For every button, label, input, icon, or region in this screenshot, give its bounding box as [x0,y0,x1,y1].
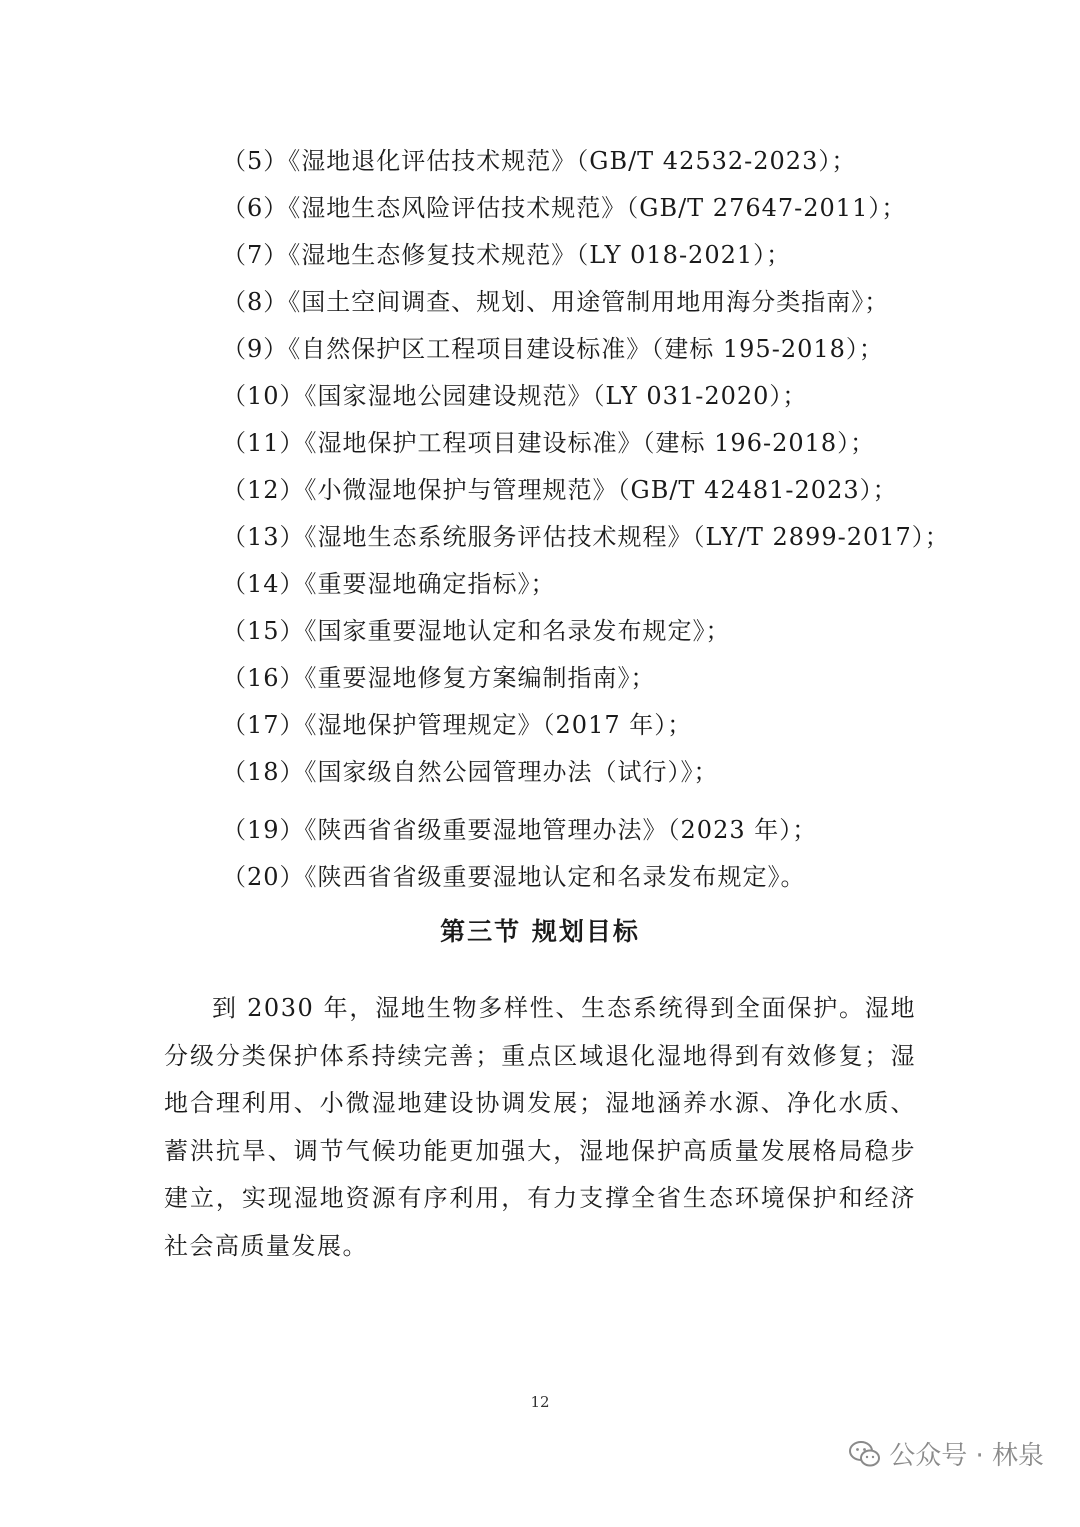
reference-item-14: （14）《重要湿地确定指标》； [222,570,556,598]
reference-item-10: （10）《国家湿地公园建设规范》（LY 031-2020）； [222,382,808,410]
section-heading: 第三节 规划目标 [440,917,640,946]
reference-item-19: （19）《陕西省省级重要湿地管理办法》（2023 年）； [222,816,818,844]
reference-item-5: （5）《湿地退化评估技术规范》（GB/T 42532-2023）； [222,147,857,175]
reference-item-9: （9）《自然保护区工程项目建设标准》（建标 195-2018）； [222,335,884,363]
reference-list [222,138,950,901]
reference-item-16: （16）《重要湿地修复方案编制指南》； [222,664,656,692]
reference-item-12: （12）《小微湿地保护与管理规范》（GB/T 42481-2023）； [222,476,898,504]
reference-item-6: （6）《湿地生态风险评估技术规范》（GB/T 27647-2011）； [222,194,907,222]
page-number: 12 [530,1393,550,1411]
reference-item-15: （15）《国家重要湿地认定和名录发布规定》； [222,617,731,645]
watermark-text: 公众号 · 林泉 [889,1441,1044,1471]
reference-item-17: （17）《湿地保护管理规定》（2017 年）； [222,711,693,739]
watermark [849,1435,1044,1472]
reference-item-8: （8）《国土空间调查、规划、用途管制用地用海分类指南》； [222,288,890,316]
reference-item-11: （11）《湿地保护工程项目建设标准》（建标 196-2018）； [222,429,876,457]
section-paragraph: 到 2030 年，湿地生物多样性、生态系统得到全面保护。湿地分级分类保护体系持续完善；重点区域退化湿地得到有效修复；湿地合理利用、小微湿地建设协调发展；湿地涵养水源、净化水质、蓄洪抗旱、调节气候功能更加强大，湿地保护高质量发展格局稳步建立，实现湿地资源有序利用，有力支撑全省生态环境保护和经济社会高质量发展。 [164,994,916,1260]
reference-item-18: （18）《国家级自然公园管理办法（试行）》； [222,758,719,786]
reference-item-7: （7）《湿地生态修复技术规范》（LY 018-2021）； [222,241,792,269]
reference-item-13: （13）《湿地生态系统服务评估技术规程》（LY/T 2899-2017）； [222,523,950,551]
reference-item-20: （20）《陕西省省级重要湿地认定和名录发布规定》。 [222,863,806,891]
wechat-icon [849,1440,881,1468]
